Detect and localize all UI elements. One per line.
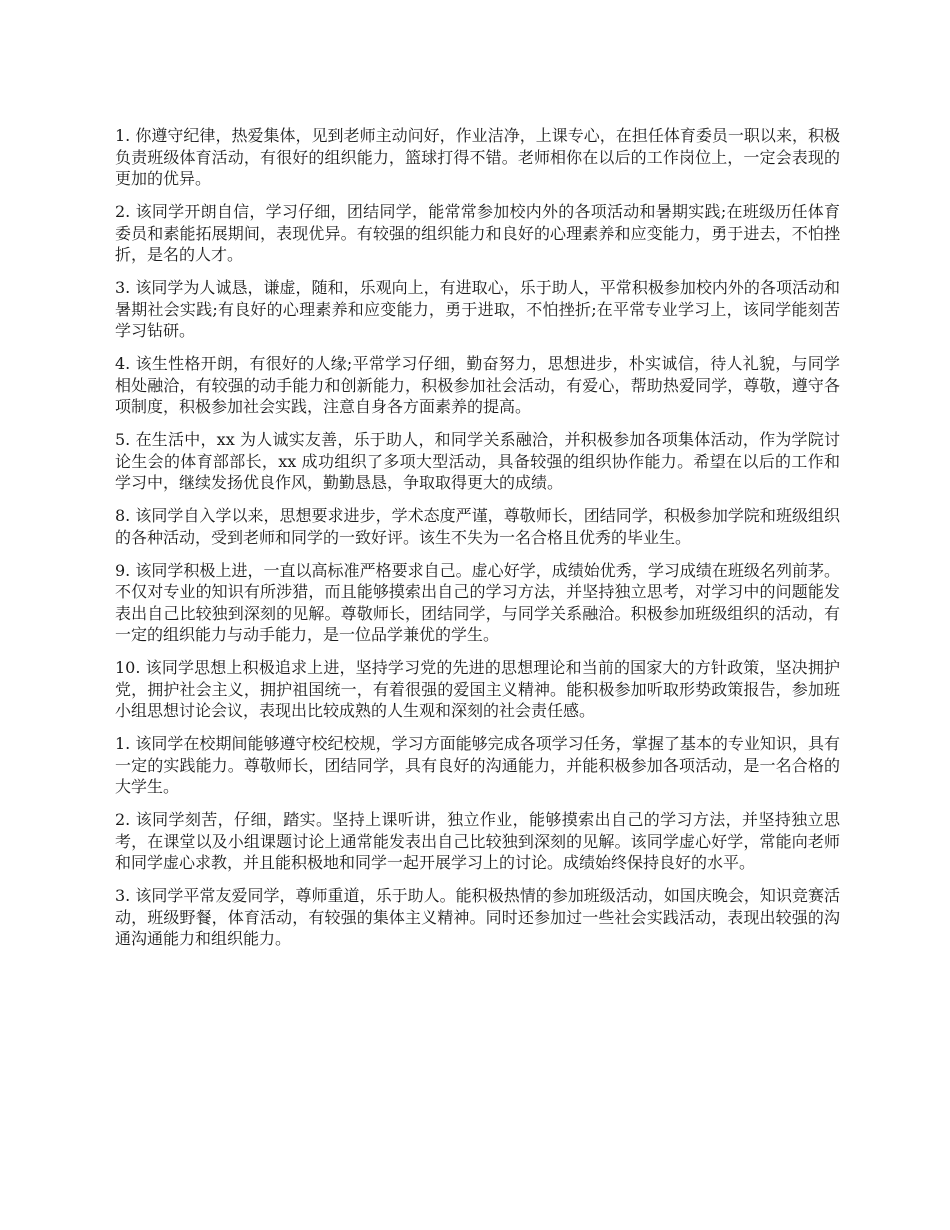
comment-paragraph: 2. 该同学开朗自信，学习仔细，团结同学，能常常参加校内外的各项活动和暑期实践;在班级历任体育委员和素能拓展期间，表现优异。有较强的组织能力和良好的心理素养和应变能力，勇于进去，不怕挫折，是名的人才。 — [115, 202, 840, 264]
document-body — [115, 125, 840, 961]
comment-paragraph: 1. 你遵守纪律，热爱集体，见到老师主动问好，作业洁净，上课专心，在担任体育委员一职以来，积极负责班级体育活动，有很好的组织能力，篮球打得不错。老师相你在以后的工作岗位上，一定会表现的更加的优异。 — [115, 126, 840, 188]
comment-paragraph: 4. 该生性格开朗，有很好的人缘;平常学习仔细，勤奋努力，思想进步，朴实诚信，待人礼貌，与同学相处融洽，有较强的动手能力和创新能力，积极参加社会活动，有爱心，帮助热爱同学，尊敬，遵守各项制度，积极参加社会实践，注意自身各方面素养的提高。 — [115, 354, 840, 416]
comment-paragraph: 8. 该同学自入学以来，思想要求进步，学术态度严谨，尊敬师长，团结同学，积极参加学院和班级组织的各种活动，受到老师和同学的一致好评。该生不失为一名合格且优秀的毕业生。 — [115, 506, 840, 547]
comment-paragraph: 9. 该同学积极上进，一直以高标准严格要求自己。虚心好学，成绩始优秀，学习成绩在班级名列前茅。不仅对专业的知识有所涉猎，而且能够摸索出自己的学习方法，并坚持独立思考，对学习中的问题能发表出自己比较独到深刻的见解。尊敬师长，团结同学，与同学关系融洽。积极参加班级组织的活动，有一定的组织能力与动手能力，是一位品学兼优的学生。 — [115, 560, 840, 644]
comment-paragraph: 3. 该同学平常友爱同学，尊师重道，乐于助人。能积极热情的参加班级活动，如国庆晚会，知识竞赛活动，班级野餐，体育活动，有较强的集体主义精神。同时还参加过一些社会实践活动，表现出较强的沟通沟通能力和组织能力。 — [115, 886, 840, 948]
comment-paragraph: 5. 在生活中，xx 为人诚实友善，乐于助人，和同学关系融洽，并积极参加各项集体活动，作为学院讨论生会的体育部部长，xx 成功组织了多项大型活动，具备较强的组织协作能力。希望在以后的工作和学习中，继续发扬优良作风，勤勤恳恳，争取取得更大的成绩。 — [115, 430, 840, 492]
comment-paragraph: 1. 该同学在校期间能够遵守校纪校规，学习方面能够完成各项学习任务，掌握了基本的专业知识，具有一定的实践能力。尊敬师长，团结同学，具有良好的沟通能力，并能积极参加各项活动，是一名合格的大学生。 — [115, 734, 840, 796]
comment-paragraph: 10. 该同学思想上积极追求上进，坚持学习党的先进的思想理论和当前的国家大的方针政策，坚决拥护党，拥护社会主义，拥护祖国统一，有着很强的爱国主义精神。能积极参加听取形势政策报告，参加班小组思想讨论会议，表现出比较成熟的人生观和深刻的社会责任感。 — [115, 658, 840, 720]
comment-paragraph: 2. 该同学刻苦，仔细，踏实。坚持上课听讲，独立作业，能够摸索出自己的学习方法，并坚持独立思考，在课堂以及小组课题讨论上通常能发表出自己比较独到深刻的见解。该同学虚心好学，常能向老师和同学虚心求教，并且能积极地和同学一起开展学习上的讨论。成绩始终保持良好的水平。 — [115, 810, 840, 872]
comment-paragraph: 3. 该同学为人诚恳，谦虚，随和，乐观向上，有进取心，乐于助人，平常积极参加校内外的各项活动和暑期社会实践;有良好的心理素养和应变能力，勇于进取，不怕挫折;在平常专业学习上，该同学能刻苦学习钻研。 — [115, 278, 840, 340]
